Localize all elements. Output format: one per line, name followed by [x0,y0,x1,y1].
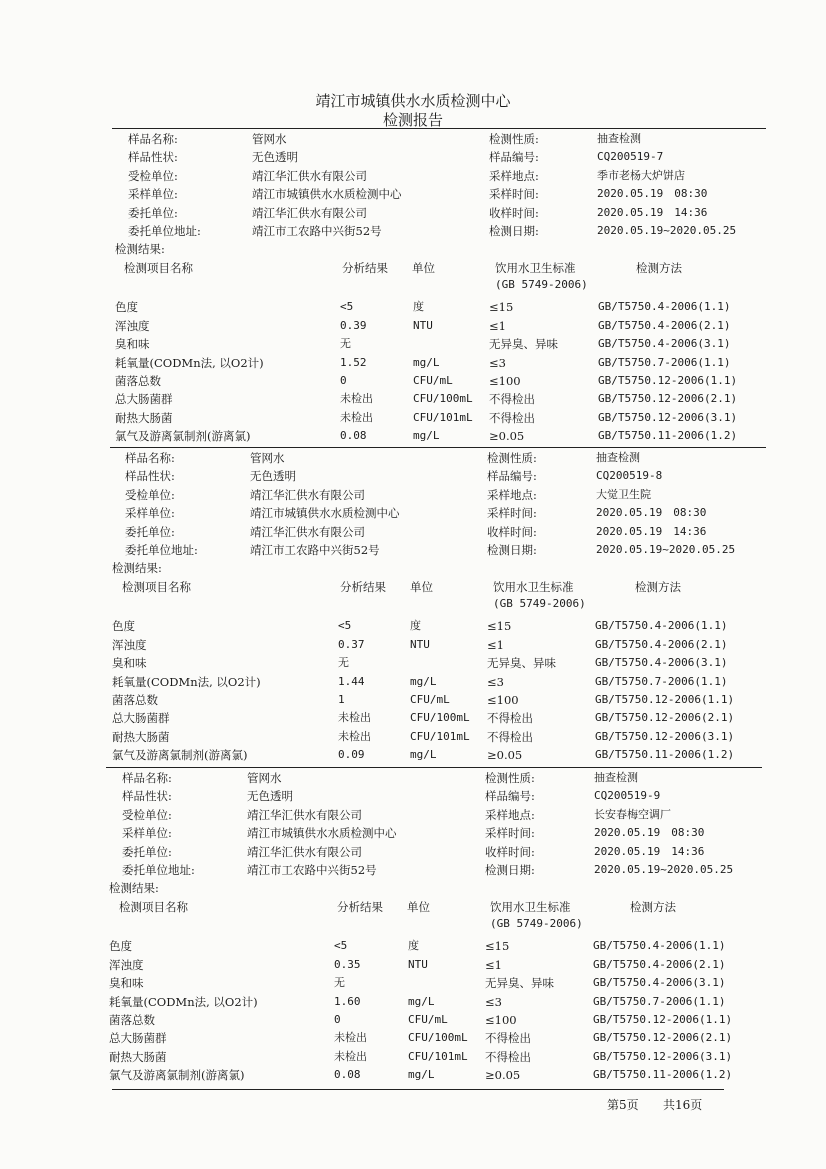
result-value: 0.35 [334,957,361,971]
info-label: 采样时间: [485,826,535,841]
info-value: 靖江华汇供水有限公司 [247,807,362,822]
result-method: GB/T5750.11-2006(1.2) [595,748,735,762]
result-item: 氯气及游离氯制剂(游离氯) [115,429,251,444]
result-item: 耐热大肠菌 [112,729,170,744]
result-method: GB/T5750.12-2006(3.1) [595,729,735,743]
info-label: 委托单位地址: [122,863,195,877]
result-unit: CFU/mL [408,1013,448,1026]
result-unit: mg/L [413,429,440,443]
info-value: 靖江市城镇供水水质检测中心 [250,506,400,521]
info-value: 靖江市城镇供水水质检测中心 [247,826,397,841]
result-method: GB/T5750.4-2006(3.1) [598,337,731,351]
info-value: 2020.05.19~2020.05.25 [594,863,734,876]
info-label: 样品编号: [489,150,539,165]
info-label: 委托单位: [122,844,172,859]
result-standard: 不得检出 [489,392,535,407]
col-header-result: 分析结果 [337,900,383,915]
info-value: 管网水 [250,451,285,465]
result-standard: ≤3 [489,355,506,370]
info-value: 大觉卫生院 [596,487,651,501]
result-method: GB/T5750.4-2006(2.1) [593,957,726,971]
info-label: 检测性质: [485,771,535,785]
result-value: 无 [340,337,351,351]
result-standard: ≤15 [485,939,510,954]
result-standard: ≤3 [485,994,502,1009]
info-label: 采样地点: [487,487,537,502]
report-title: 检测报告 [382,111,443,129]
result-standard: ≤1 [487,637,504,652]
info-value: 季市老杨大炉饼店 [597,168,685,182]
result-item: 耐热大肠菌 [115,410,173,425]
section-rule [106,767,762,768]
result-standard: ≤100 [489,374,521,388]
info-label: 样品性状: [128,150,178,165]
col-header-unit: 单位 [410,580,433,595]
info-value: 2020.05.19 14:36 [597,205,708,219]
result-value: 0.09 [338,748,365,762]
info-value: 靖江市城镇供水水质检测中心 [252,187,402,202]
result-value: 未检出 [340,392,373,406]
result-item: 浑浊度 [112,637,147,652]
result-item: 臭和味 [115,337,150,352]
result-method: GB/T5750.4-2006(1.1) [595,619,728,633]
result-method: GB/T5750.4-2006(1.1) [593,939,726,953]
result-method: GB/T5750.7-2006(1.1) [593,994,726,1008]
result-value: 0.39 [340,318,367,332]
section-rule [112,128,766,129]
result-unit: CFU/100mL [410,711,470,725]
info-value: 抽查检测 [596,451,640,464]
info-value: 2020.05.19~2020.05.25 [596,543,736,556]
col-header-item: 检测项目名称 [119,900,188,915]
info-label: 样品名称: [122,771,172,785]
result-item: 菌落总数 [112,693,158,707]
info-value: 靖江华汇供水有限公司 [250,487,365,502]
col-header-method: 检测方法 [630,900,676,915]
result-unit: 度 [408,939,419,953]
result-unit: mg/L [408,994,435,1008]
result-unit: NTU [410,637,430,651]
org-title: 靖江市城镇供水水质检测中心 [315,92,511,110]
info-value: 抽查检测 [594,771,638,784]
result-value: <5 [338,619,352,633]
result-item: 臭和味 [112,656,147,671]
info-value: 靖江华汇供水有限公司 [247,844,362,859]
col-header-item: 检测项目名称 [124,261,193,276]
info-value: 2020.05.19 14:36 [596,524,707,538]
result-unit: NTU [413,318,433,332]
result-value: <5 [340,300,354,314]
result-item: 色度 [115,300,138,315]
result-method: GB/T5750.4-2006(3.1) [593,976,726,990]
col-header-standard: 饮用水卫生标准 [495,261,576,276]
info-label: 委托单位地址: [128,224,201,238]
result-item: 氯气及游离氯制剂(游离氯) [112,748,248,763]
info-label: 样品编号: [487,469,537,484]
result-method: GB/T5750.7-2006(1.1) [598,355,731,369]
result-standard: 无异臭、异味 [489,337,558,352]
result-unit: mg/L [413,355,440,369]
result-method: GB/T5750.4-2006(2.1) [595,637,728,651]
result-value: 0.37 [338,637,365,651]
info-label: 收样时间: [485,844,535,859]
info-value: 靖江华汇供水有限公司 [252,205,367,220]
info-label: 采样时间: [487,506,537,521]
result-standard: 无异臭、异味 [487,656,556,671]
result-standard: ≤100 [485,1013,517,1027]
result-item: 总大肠菌群 [115,392,173,407]
col-header-unit: 单位 [412,261,435,276]
section-rule [110,447,766,448]
result-value: 0 [334,1013,341,1026]
info-label: 受检单位: [122,807,172,822]
info-label: 采样单位: [122,826,172,841]
col-header-method: 检测方法 [636,261,682,276]
result-value: 1.52 [340,355,367,369]
info-value: 靖江市工农路中兴街52号 [252,224,382,238]
info-label: 样品编号: [485,789,535,804]
result-method: GB/T5750.4-2006(3.1) [595,656,728,670]
info-label: 样品性状: [122,789,172,804]
info-value: 无色透明 [252,150,298,165]
result-unit: 度 [413,300,424,314]
info-label: 检测日期: [489,224,539,238]
result-standard: ≥0.05 [487,748,523,763]
info-label: 检测日期: [487,543,537,557]
result-unit: CFU/101mL [408,1049,468,1063]
result-item: 色度 [109,939,132,954]
page-total: 共16页 [663,1098,703,1112]
info-label: 委托单位: [125,524,175,539]
result-value: 1 [338,693,345,706]
result-value: 未检出 [334,1049,367,1063]
col-header-standard: 饮用水卫生标准 [490,900,571,915]
result-method: GB/T5750.12-2006(1.1) [593,1013,733,1026]
result-standard: 不得检出 [485,1049,531,1064]
result-value: 未检出 [334,1031,367,1045]
info-label: 采样地点: [485,807,535,822]
result-item: 菌落总数 [109,1013,155,1027]
col-header-item: 检测项目名称 [122,580,191,595]
info-value: CQ200519-8 [596,469,663,483]
info-value: 靖江市工农路中兴街52号 [247,863,377,877]
result-standard: ≥0.05 [489,429,525,444]
result-standard: 不得检出 [489,410,535,425]
info-value: 靖江华汇供水有限公司 [250,524,365,539]
page-number: 第5页 [607,1098,639,1112]
result-method: GB/T5750.4-2006(2.1) [598,318,731,332]
info-label: 样品名称: [128,132,178,146]
result-method: GB/T5750.11-2006(1.2) [593,1068,733,1082]
info-label: 检测日期: [485,863,535,877]
col-header-standard-code: (GB 5749-2006) [490,917,583,931]
result-unit: CFU/101mL [413,410,473,424]
result-value: 1.60 [334,994,361,1008]
info-label: 受检单位: [128,168,178,183]
result-value: 未检出 [338,711,371,725]
info-label: 采样单位: [128,187,178,202]
result-item: 耗氧量(CODMn法, 以O2计) [115,355,264,370]
results-heading: 检测结果: [112,561,162,576]
info-value: 管网水 [247,771,282,785]
result-item: 耗氧量(CODMn法, 以O2计) [109,994,258,1009]
result-method: GB/T5750.12-2006(2.1) [598,392,738,406]
results-heading: 检测结果: [115,242,165,257]
col-header-standard-code: (GB 5749-2006) [493,597,586,611]
result-standard: ≤15 [489,300,514,315]
info-value: 无色透明 [247,789,293,804]
info-value: 靖江华汇供水有限公司 [252,168,367,183]
info-label: 受检单位: [125,487,175,502]
result-value: 0.08 [340,429,367,443]
info-label: 委托单位地址: [125,543,198,557]
result-method: GB/T5750.12-2006(3.1) [598,410,738,424]
result-value: 1.44 [338,674,365,688]
result-value: 未检出 [338,729,371,743]
info-label: 收样时间: [487,524,537,539]
info-value: CQ200519-9 [594,789,661,803]
result-standard: ≤100 [487,693,519,707]
result-method: GB/T5750.12-2006(1.1) [595,693,735,706]
col-header-result: 分析结果 [342,261,388,276]
result-item: 总大肠菌群 [109,1031,167,1046]
result-standard: ≤15 [487,619,512,634]
info-value: 靖江市工农路中兴街52号 [250,543,380,557]
result-item: 菌落总数 [115,374,161,388]
info-label: 收样时间: [489,205,539,220]
result-unit: CFU/101mL [410,729,470,743]
info-value: 2020.05.19 08:30 [596,506,707,520]
result-item: 色度 [112,619,135,634]
info-value: CQ200519-7 [597,150,664,164]
info-value: 无色透明 [250,469,296,484]
result-method: GB/T5750.12-2006(2.1) [595,711,735,725]
result-item: 氯气及游离氯制剂(游离氯) [109,1068,245,1083]
info-value: 2020.05.19~2020.05.25 [597,224,737,237]
result-item: 臭和味 [109,976,144,991]
result-unit: mg/L [410,674,437,688]
info-value: 长安春梅空调厂 [594,807,671,821]
result-method: GB/T5750.7-2006(1.1) [595,674,728,688]
col-header-result: 分析结果 [340,580,386,595]
col-header-standard-code: (GB 5749-2006) [495,278,588,292]
result-standard: 不得检出 [487,711,533,726]
info-label: 检测性质: [487,451,537,465]
info-label: 采样地点: [489,168,539,183]
result-value: 未检出 [340,410,373,424]
result-method: GB/T5750.11-2006(1.2) [598,429,738,443]
result-value: 无 [334,976,345,990]
info-label: 检测性质: [489,132,539,146]
footer-rule [112,1089,724,1090]
result-unit: CFU/100mL [413,392,473,406]
result-standard: ≤1 [485,957,502,972]
col-header-standard: 饮用水卫生标准 [493,580,574,595]
info-label: 样品名称: [125,451,175,465]
info-label: 采样单位: [125,506,175,521]
info-value: 抽查检测 [597,132,641,145]
result-standard: ≤1 [489,318,506,333]
result-value: <5 [334,939,348,953]
result-item: 浑浊度 [115,318,150,333]
result-value: 无 [338,656,349,670]
info-value: 2020.05.19 08:30 [597,187,708,201]
result-item: 总大肠菌群 [112,711,170,726]
result-unit: CFU/mL [410,693,450,706]
result-unit: mg/L [408,1068,435,1082]
result-unit: CFU/100mL [408,1031,468,1045]
result-unit: 度 [410,619,421,633]
results-heading: 检测结果: [109,881,159,896]
result-item: 耗氧量(CODMn法, 以O2计) [112,674,261,689]
result-unit: CFU/mL [413,374,453,387]
result-method: GB/T5750.12-2006(1.1) [598,374,738,387]
result-standard: ≤3 [487,674,504,689]
info-label: 采样时间: [489,187,539,202]
result-standard: 无异臭、异味 [485,976,554,991]
result-method: GB/T5750.12-2006(2.1) [593,1031,733,1045]
result-value: 0.08 [334,1068,361,1082]
info-label: 样品性状: [125,469,175,484]
result-standard: 不得检出 [485,1031,531,1046]
result-value: 0 [340,374,347,387]
result-method: GB/T5750.12-2006(3.1) [593,1049,733,1063]
result-standard: 不得检出 [487,729,533,744]
info-value: 管网水 [252,132,287,146]
result-method: GB/T5750.4-2006(1.1) [598,300,731,314]
col-header-unit: 单位 [407,900,430,915]
col-header-method: 检测方法 [635,580,681,595]
result-unit: mg/L [410,748,437,762]
result-item: 耐热大肠菌 [109,1049,167,1064]
result-standard: ≥0.05 [485,1068,521,1083]
result-item: 浑浊度 [109,957,144,972]
info-value: 2020.05.19 14:36 [594,844,705,858]
info-label: 委托单位: [128,205,178,220]
info-value: 2020.05.19 08:30 [594,826,705,840]
result-unit: NTU [408,957,428,971]
